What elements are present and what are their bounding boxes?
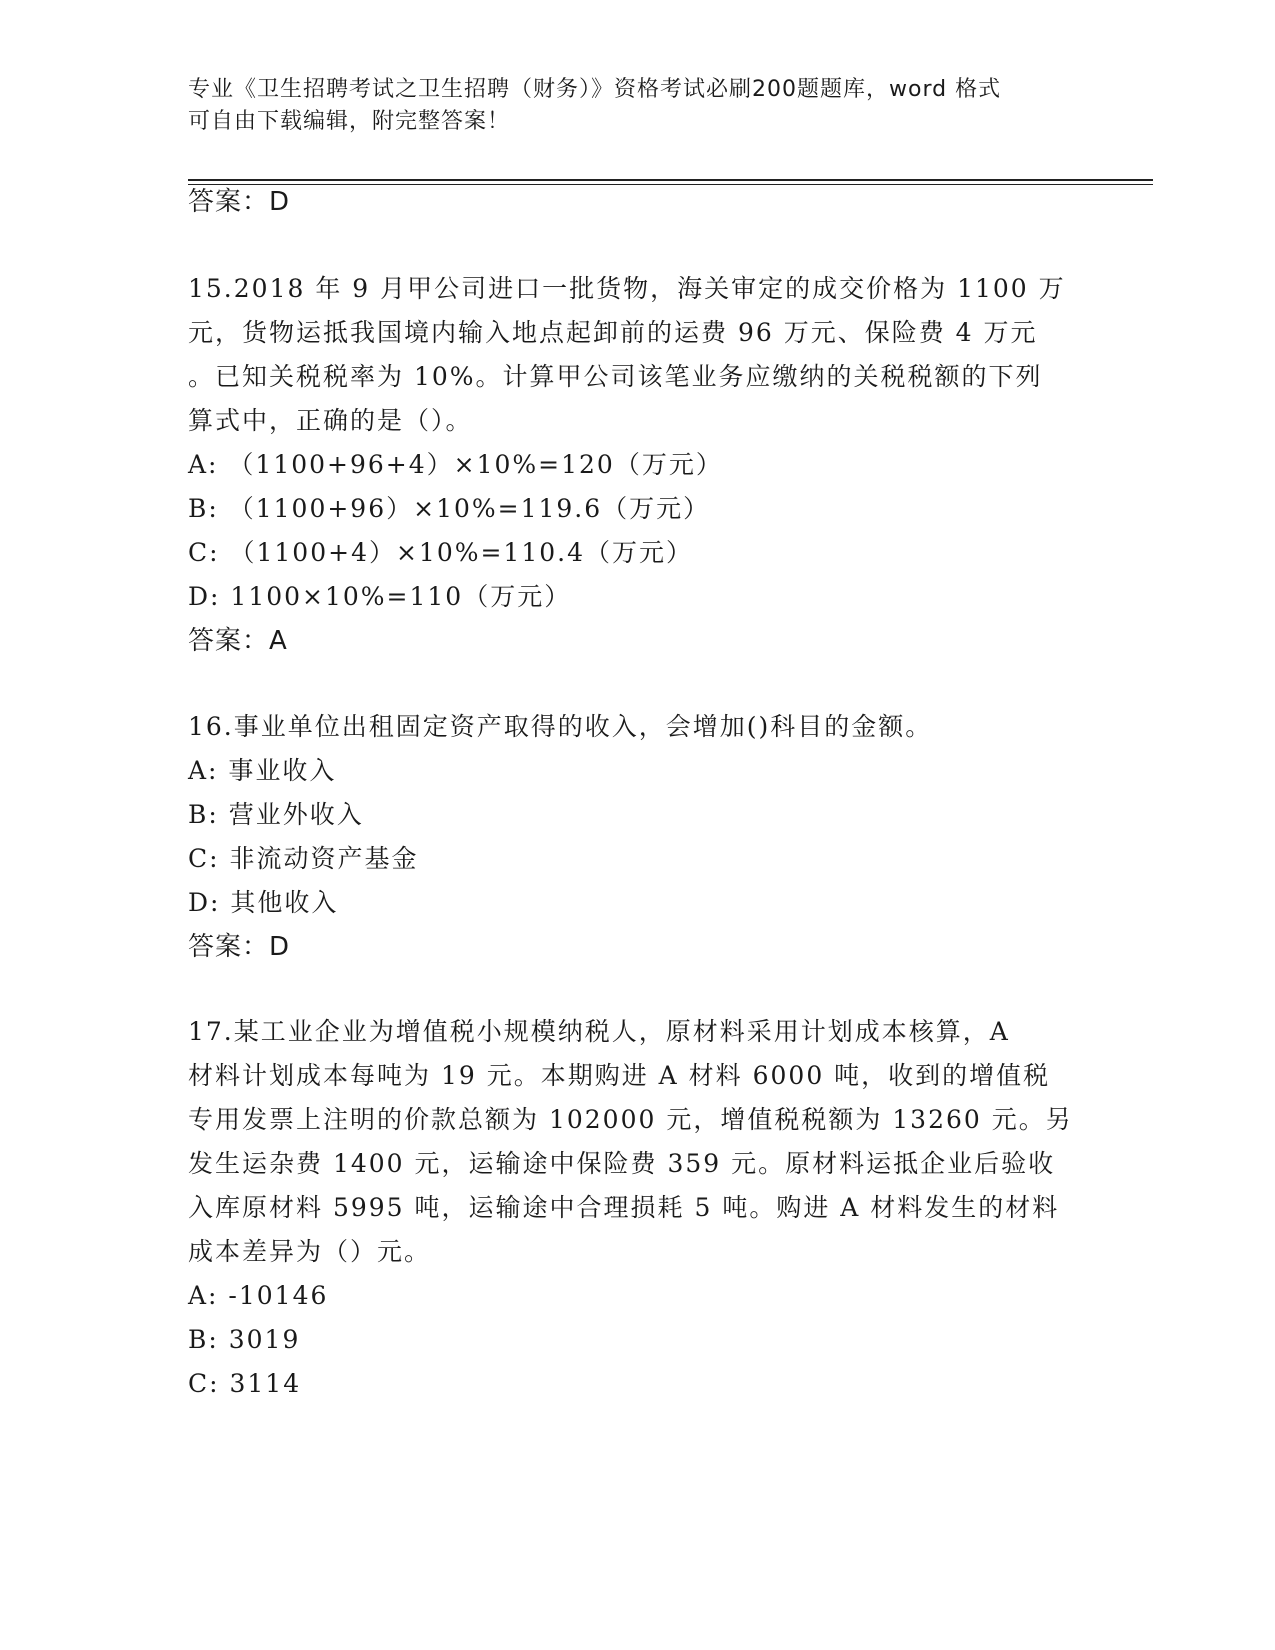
question-15-answer: 答案：A	[188, 626, 288, 656]
question-17-option-c: C: 3114	[188, 1369, 302, 1398]
question-17-line-1: 17.某工业企业为增值税小规模纳税人，原材料采用计划成本核算，A	[188, 1017, 1010, 1046]
header-rule-thick	[188, 179, 1153, 181]
question-15-line-4: 算式中，正确的是（）。	[188, 406, 473, 435]
document-header	[188, 74, 1088, 138]
question-15-option-c: C: （1100+4）×10%=110.4（万元）	[188, 538, 694, 567]
header-line-2: 可自由下载编辑，附完整答案！	[188, 109, 511, 134]
question-15-line-1: 15.2018 年 9 月甲公司进口一批货物，海关审定的成交价格为 1100 万	[188, 274, 1066, 303]
question-16-line-1: 16.事业单位出租固定资产取得的收入，会增加()科目的金额。	[188, 712, 933, 741]
question-17-option-a: A: -10146	[188, 1281, 329, 1310]
question-17-option-b: B: 3019	[188, 1325, 301, 1354]
question-17-line-3: 专用发票上注明的价款总额为 102000 元，增值税税额为 13260 元。另	[188, 1105, 1073, 1134]
header-rule-thin	[188, 184, 1153, 185]
previous-answer: 答案：D	[188, 187, 291, 217]
question-15-option-b: B: （1100+96）×10%=119.6（万元）	[188, 494, 711, 523]
question-17-line-6: 成本差异为（）元。	[188, 1237, 432, 1266]
header-line-1: 专业《卫生招聘考试之卫生招聘（财务）》资格考试必刷200题题库，word 格式	[188, 77, 1002, 102]
question-15-option-d: D: 1100×10%=110（万元）	[188, 582, 572, 611]
question-15-line-2: 元，货物运抵我国境内输入地点起卸前的运费 96 万元、保险费 4 万元	[188, 318, 1038, 347]
question-16-option-b: B: 营业外收入	[188, 800, 364, 829]
question-16-option-c: C: 非流动资产基金	[188, 844, 419, 873]
question-17-line-4: 发生运杂费 1400 元，运输途中保险费 359 元。原材料运抵企业后验收	[188, 1149, 1056, 1178]
question-15-line-3: 。已知关税税率为 10%。计算甲公司该笔业务应缴纳的关税税额的下列	[188, 362, 1043, 391]
question-15-option-a: A: （1100+96+4）×10%=120（万元）	[188, 450, 723, 479]
question-16-option-d: D: 其他收入	[188, 888, 339, 917]
question-16-answer: 答案：D	[188, 932, 291, 962]
question-17-line-2: 材料计划成本每吨为 19 元。本期购进 A 材料 6000 吨，收到的增值税	[188, 1061, 1051, 1090]
question-17-line-5: 入库原材料 5995 吨，运输途中合理损耗 5 吨。购进 A 材料发生的材料	[188, 1193, 1060, 1222]
question-16-option-a: A: 事业收入	[188, 756, 337, 785]
